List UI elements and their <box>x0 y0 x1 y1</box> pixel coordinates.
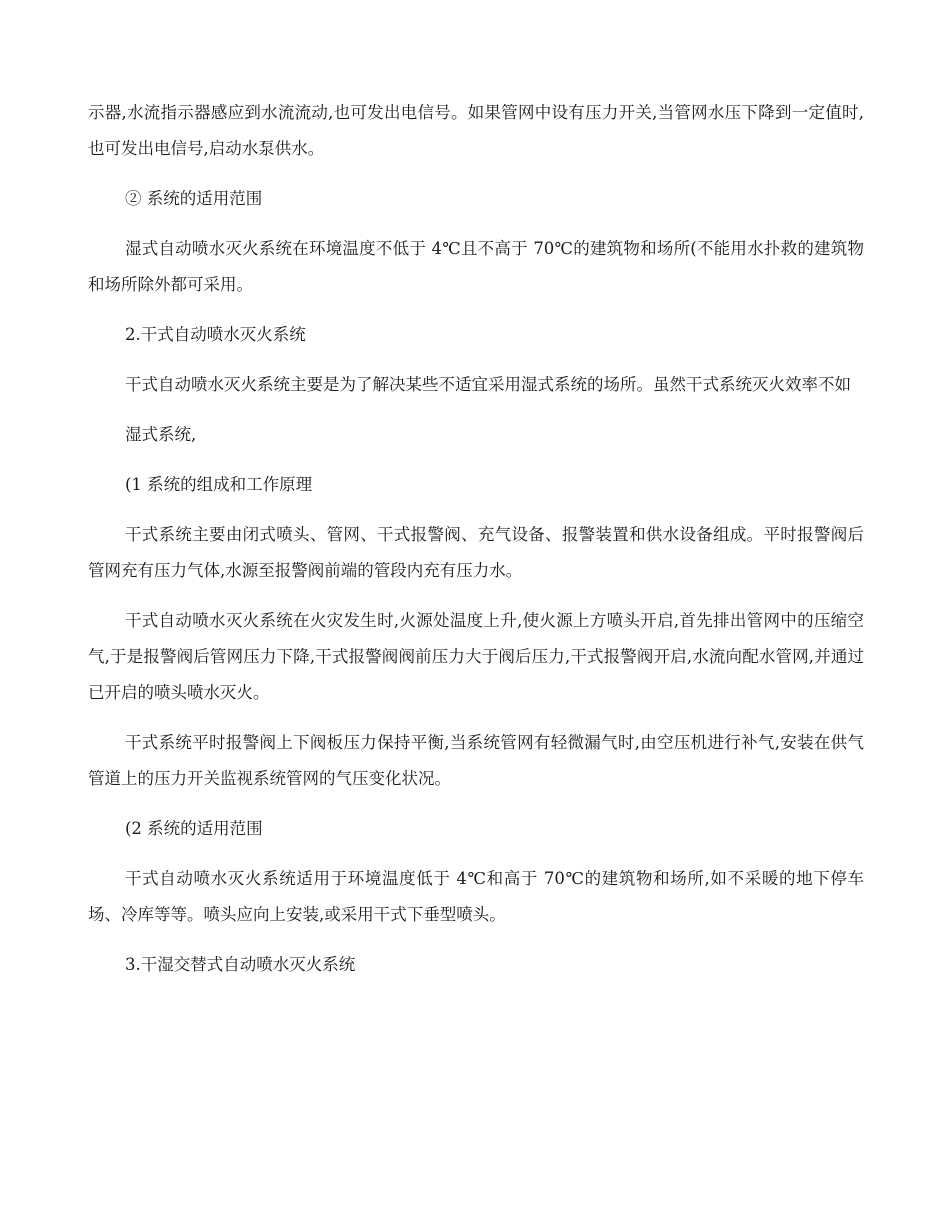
subheading-scope: ② 系统的适用范围 <box>125 189 263 208</box>
paragraph-dry-system-pressure: 干式系统平时报警阀上下阀板压力保持平衡,当系统管网有轻微漏气时,由空压机进行补气,安装在供气管道上的压力开关监视系统管网的气压变化状况。 <box>88 733 864 788</box>
paragraph-dry-system-scope: 干式自动喷水灭火系统适用于环境温度低于 4℃和高于 70℃的建筑物和场所,如不采暖的地下停车场、冷库等等。喷头应向上安装,或采用干式下垂型喷头。 <box>88 869 864 924</box>
paragraph-continuation: 示器,水流指示器感应到水流流动,也可发出电信号。如果管网中设有压力开关,当管网水压下降到一定值时,也可发出电信号,启动水泵供水。 <box>88 103 864 158</box>
subheading-composition: (1 系统的组成和工作原理 <box>125 475 313 494</box>
paragraph-wet-system-fragment: 湿式系统, <box>125 425 197 444</box>
paragraph-dry-system-components: 干式系统主要由闭式喷头、管网、干式报警阀、充气设备、报警装置和供水设备组成。平时报警阀后管网充有压力气体,水源至报警阀前端的管段内充有压力水。 <box>88 525 864 580</box>
document-body <box>88 95 864 997</box>
section-heading-dry-system: 2.干式自动喷水灭火系统 <box>125 325 306 344</box>
subheading-dry-scope: (2 系统的适用范围 <box>125 819 263 838</box>
paragraph-wet-system-scope: 湿式自动喷水灭火系统在环境温度不低于 4℃且不高于 70℃的建筑物和场所(不能用水扑救的建筑物和场所除外都可采用。 <box>88 239 864 294</box>
paragraph-dry-system-operation: 干式自动喷水灭火系统在火灾发生时,火源处温度上升,使火源上方喷头开启,首先排出管网中的压缩空气,于是报警阀后管网压力下降,干式报警阀阀前压力大于阀后压力,干式报警阀开启,水流向配水管网,并通过已开启的喷头喷水灭火。 <box>88 611 864 702</box>
paragraph-dry-system-intro: 干式自动喷水灭火系统主要是为了解决某些不适宜采用湿式系统的场所。虽然干式系统灭火效率不如 <box>125 375 851 394</box>
section-heading-alternating-system: 3.干湿交替式自动喷水灭火系统 <box>125 955 356 974</box>
